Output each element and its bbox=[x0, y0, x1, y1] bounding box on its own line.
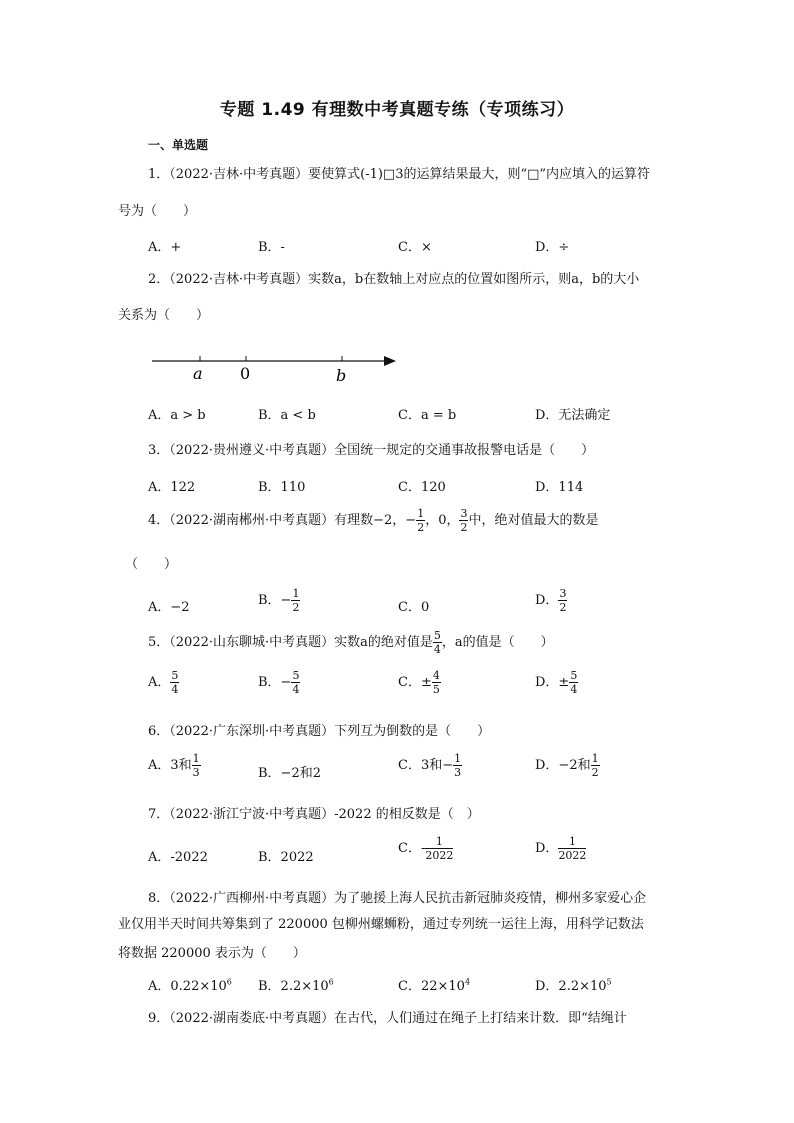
question-2-line-1: 2．（2022·吉林·中考真题）实数a，b在数轴上对应点的位置如图所示，则a，b的大小 bbox=[148, 272, 640, 287]
q6-option-a bbox=[148, 753, 201, 778]
question-4-line-1 bbox=[148, 508, 598, 533]
q5-text-post: ，a的值是（ ） bbox=[441, 635, 554, 650]
q8-option-d bbox=[535, 975, 612, 994]
section-heading: 一、单选题 bbox=[148, 138, 209, 152]
q8-a-exponent: 6 bbox=[226, 977, 232, 987]
q4-b-num: 1 bbox=[292, 587, 300, 600]
q6-option-b: B．−2和2 bbox=[258, 766, 321, 781]
question-8-line-1: 8．（2022·广西柳州·中考真题）为了驰援上海人民抗击新冠肺炎疫情，柳州多家爱心企 bbox=[148, 891, 647, 906]
q4-b-den: 2 bbox=[292, 601, 300, 614]
number-line-figure bbox=[150, 350, 410, 386]
q3-option-d: D．114 bbox=[535, 480, 584, 495]
q4-d-num: 3 bbox=[559, 587, 567, 600]
q5-option-b bbox=[258, 670, 300, 695]
q4-d-fraction bbox=[558, 588, 567, 613]
q8-option-c bbox=[398, 975, 470, 994]
q5-a-num: 5 bbox=[171, 669, 179, 682]
label-zero: 0 bbox=[240, 364, 251, 383]
question-2-line-2: 关系为（ ） bbox=[118, 308, 210, 323]
q6-a-den: 3 bbox=[192, 766, 200, 779]
q8-option-a bbox=[148, 975, 232, 994]
q7-d-num: 1 bbox=[558, 836, 586, 849]
q5-d-fraction bbox=[569, 670, 578, 695]
q2-option-a: A．a > b bbox=[148, 408, 206, 423]
q5-d-num: 5 bbox=[570, 669, 578, 682]
q7-c-prefix: C．- bbox=[398, 841, 426, 856]
q6-option-d bbox=[535, 753, 600, 778]
q7-d-fraction bbox=[558, 836, 586, 861]
q5-c-den: 5 bbox=[432, 683, 440, 696]
q7-option-d bbox=[535, 836, 586, 861]
q4-text-mid: ，0， bbox=[425, 513, 460, 528]
question-3-line-1: 3．（2022·贵州遵义·中考真题）全国统一规定的交通事故报警电话是（ ） bbox=[148, 443, 595, 458]
q3-option-c: C．120 bbox=[398, 480, 446, 495]
q3-option-b: B．110 bbox=[258, 480, 306, 495]
q6-a-fraction bbox=[192, 753, 201, 778]
q5-option-d bbox=[535, 670, 578, 695]
q2-option-c: C．a = b bbox=[398, 408, 457, 423]
q4-option-c: C．0 bbox=[398, 600, 430, 615]
q4-text-post: 中，绝对值最大的数是 bbox=[468, 513, 599, 528]
q8-a-base: A．0.22×10 bbox=[148, 979, 227, 994]
q5-option-a bbox=[148, 670, 179, 695]
q7-c-num: 1 bbox=[425, 836, 453, 849]
q5-num: 5 bbox=[433, 629, 441, 642]
q7-c-den: 2022 bbox=[425, 849, 454, 862]
question-9-line-1: 9．（2022·湖南娄底·中考真题）在古代，人们通过在绳子上打结来计数．即“结绳计 bbox=[148, 1011, 627, 1026]
q7-d-prefix: D． bbox=[535, 841, 559, 856]
q1-option-b: B．- bbox=[258, 240, 285, 255]
q4-d-prefix: D． bbox=[535, 593, 559, 608]
q4-f2-num: 3 bbox=[460, 507, 468, 520]
q5-den: 4 bbox=[433, 643, 441, 656]
q8-b-exponent: 6 bbox=[328, 977, 334, 987]
q4-option-d bbox=[535, 588, 567, 613]
q5-b-fraction bbox=[291, 670, 300, 695]
question-4-line-2: （ ） bbox=[125, 557, 178, 572]
q5-option-c bbox=[398, 670, 441, 695]
q5-text-pre: 5．（2022·山东聊城·中考真题）实数a的绝对值是 bbox=[148, 635, 433, 650]
q5-c-num: 4 bbox=[432, 669, 440, 682]
q4-text-pre: 4．（2022·湖南郴州·中考真题）有理数−2，− bbox=[148, 513, 417, 528]
q4-f1-den: 2 bbox=[417, 521, 425, 534]
q5-d-den: 4 bbox=[570, 683, 578, 696]
q5-b-num: 5 bbox=[292, 669, 300, 682]
q5-a-den: 4 bbox=[171, 683, 179, 696]
q6-c-fraction bbox=[453, 753, 462, 778]
question-8-line-2: 业仅用半天时间共筹集到了 220000 包柳州螺蛳粉，通过专列统一运往上海，用科学记数法 bbox=[118, 917, 644, 932]
q8-d-base: D．2.2×10 bbox=[535, 979, 607, 994]
question-1-line-1: 1．（2022·吉林·中考真题）要使算式(-1)□3的运算结果最大，则“□”内应填入的运算符 bbox=[148, 167, 651, 182]
q6-a-prefix: A．3和 bbox=[148, 758, 192, 773]
q7-c-fraction bbox=[425, 836, 453, 861]
question-8-line-3: 将数据 220000 表示为（ ） bbox=[118, 946, 306, 961]
q4-b-prefix: B．− bbox=[258, 593, 292, 608]
q8-c-exponent: 4 bbox=[464, 977, 471, 987]
q4-f1-num: 1 bbox=[417, 507, 425, 520]
question-6-line-1: 6．（2022·广东深圳·中考真题）下列互为倒数的是（ ） bbox=[148, 724, 491, 739]
label-b: b bbox=[336, 366, 347, 385]
q8-b-base: B．2.2×10 bbox=[258, 979, 329, 994]
question-7-line-1: 7．（2022·浙江宁波·中考真题）-2022 的相反数是（ ） bbox=[148, 807, 480, 822]
q6-c-prefix: C．3和− bbox=[398, 758, 454, 773]
q8-option-b bbox=[258, 975, 334, 994]
number-line-arrow-icon bbox=[384, 356, 396, 366]
q8-d-exponent: 5 bbox=[606, 977, 612, 987]
q4-option-a: A．−2 bbox=[148, 600, 190, 615]
page-title: 专题 1.49 有理数中考真题专练（专项练习） bbox=[219, 100, 575, 120]
q7-d-den: 2022 bbox=[558, 849, 587, 862]
q5-c-prefix: C．± bbox=[398, 675, 432, 690]
q4-f2-den: 2 bbox=[460, 521, 468, 534]
q7-option-c bbox=[398, 836, 453, 861]
q2-option-b: B．a < b bbox=[258, 408, 316, 423]
q6-d-num: 1 bbox=[591, 752, 599, 765]
q6-d-prefix: D．−2和 bbox=[535, 758, 591, 773]
q4-fraction-1 bbox=[416, 508, 425, 533]
q6-a-num: 1 bbox=[192, 752, 200, 765]
question-5-line-1 bbox=[148, 630, 554, 655]
q7-option-b: B．2022 bbox=[258, 850, 314, 865]
q5-b-prefix: B．− bbox=[258, 675, 292, 690]
q4-d-den: 2 bbox=[559, 601, 567, 614]
q8-c-base: C．22×10 bbox=[398, 979, 465, 994]
q5-a-prefix: A． bbox=[148, 675, 171, 690]
q1-option-c: C．× bbox=[398, 240, 432, 255]
q6-d-den: 2 bbox=[591, 766, 599, 779]
q6-c-den: 3 bbox=[454, 766, 462, 779]
q5-fraction bbox=[433, 630, 442, 655]
q1-option-a: A．+ bbox=[148, 240, 182, 255]
q7-option-a: A．-2022 bbox=[148, 850, 208, 865]
q6-option-c bbox=[398, 753, 462, 778]
q5-b-den: 4 bbox=[292, 683, 300, 696]
q6-c-num: 1 bbox=[454, 752, 462, 765]
q1-option-d: D．÷ bbox=[535, 240, 570, 255]
q5-a-fraction bbox=[170, 670, 179, 695]
q4-b-fraction bbox=[291, 588, 300, 613]
q5-d-prefix: D．± bbox=[535, 675, 570, 690]
q6-d-fraction bbox=[591, 753, 600, 778]
q3-option-a: A．122 bbox=[148, 480, 196, 495]
question-1-line-2: 号为（ ） bbox=[118, 204, 197, 219]
q2-option-d: D．无法确定 bbox=[535, 408, 611, 423]
q5-c-fraction bbox=[432, 670, 441, 695]
label-a: a bbox=[193, 364, 203, 383]
q4-option-b bbox=[258, 588, 300, 613]
